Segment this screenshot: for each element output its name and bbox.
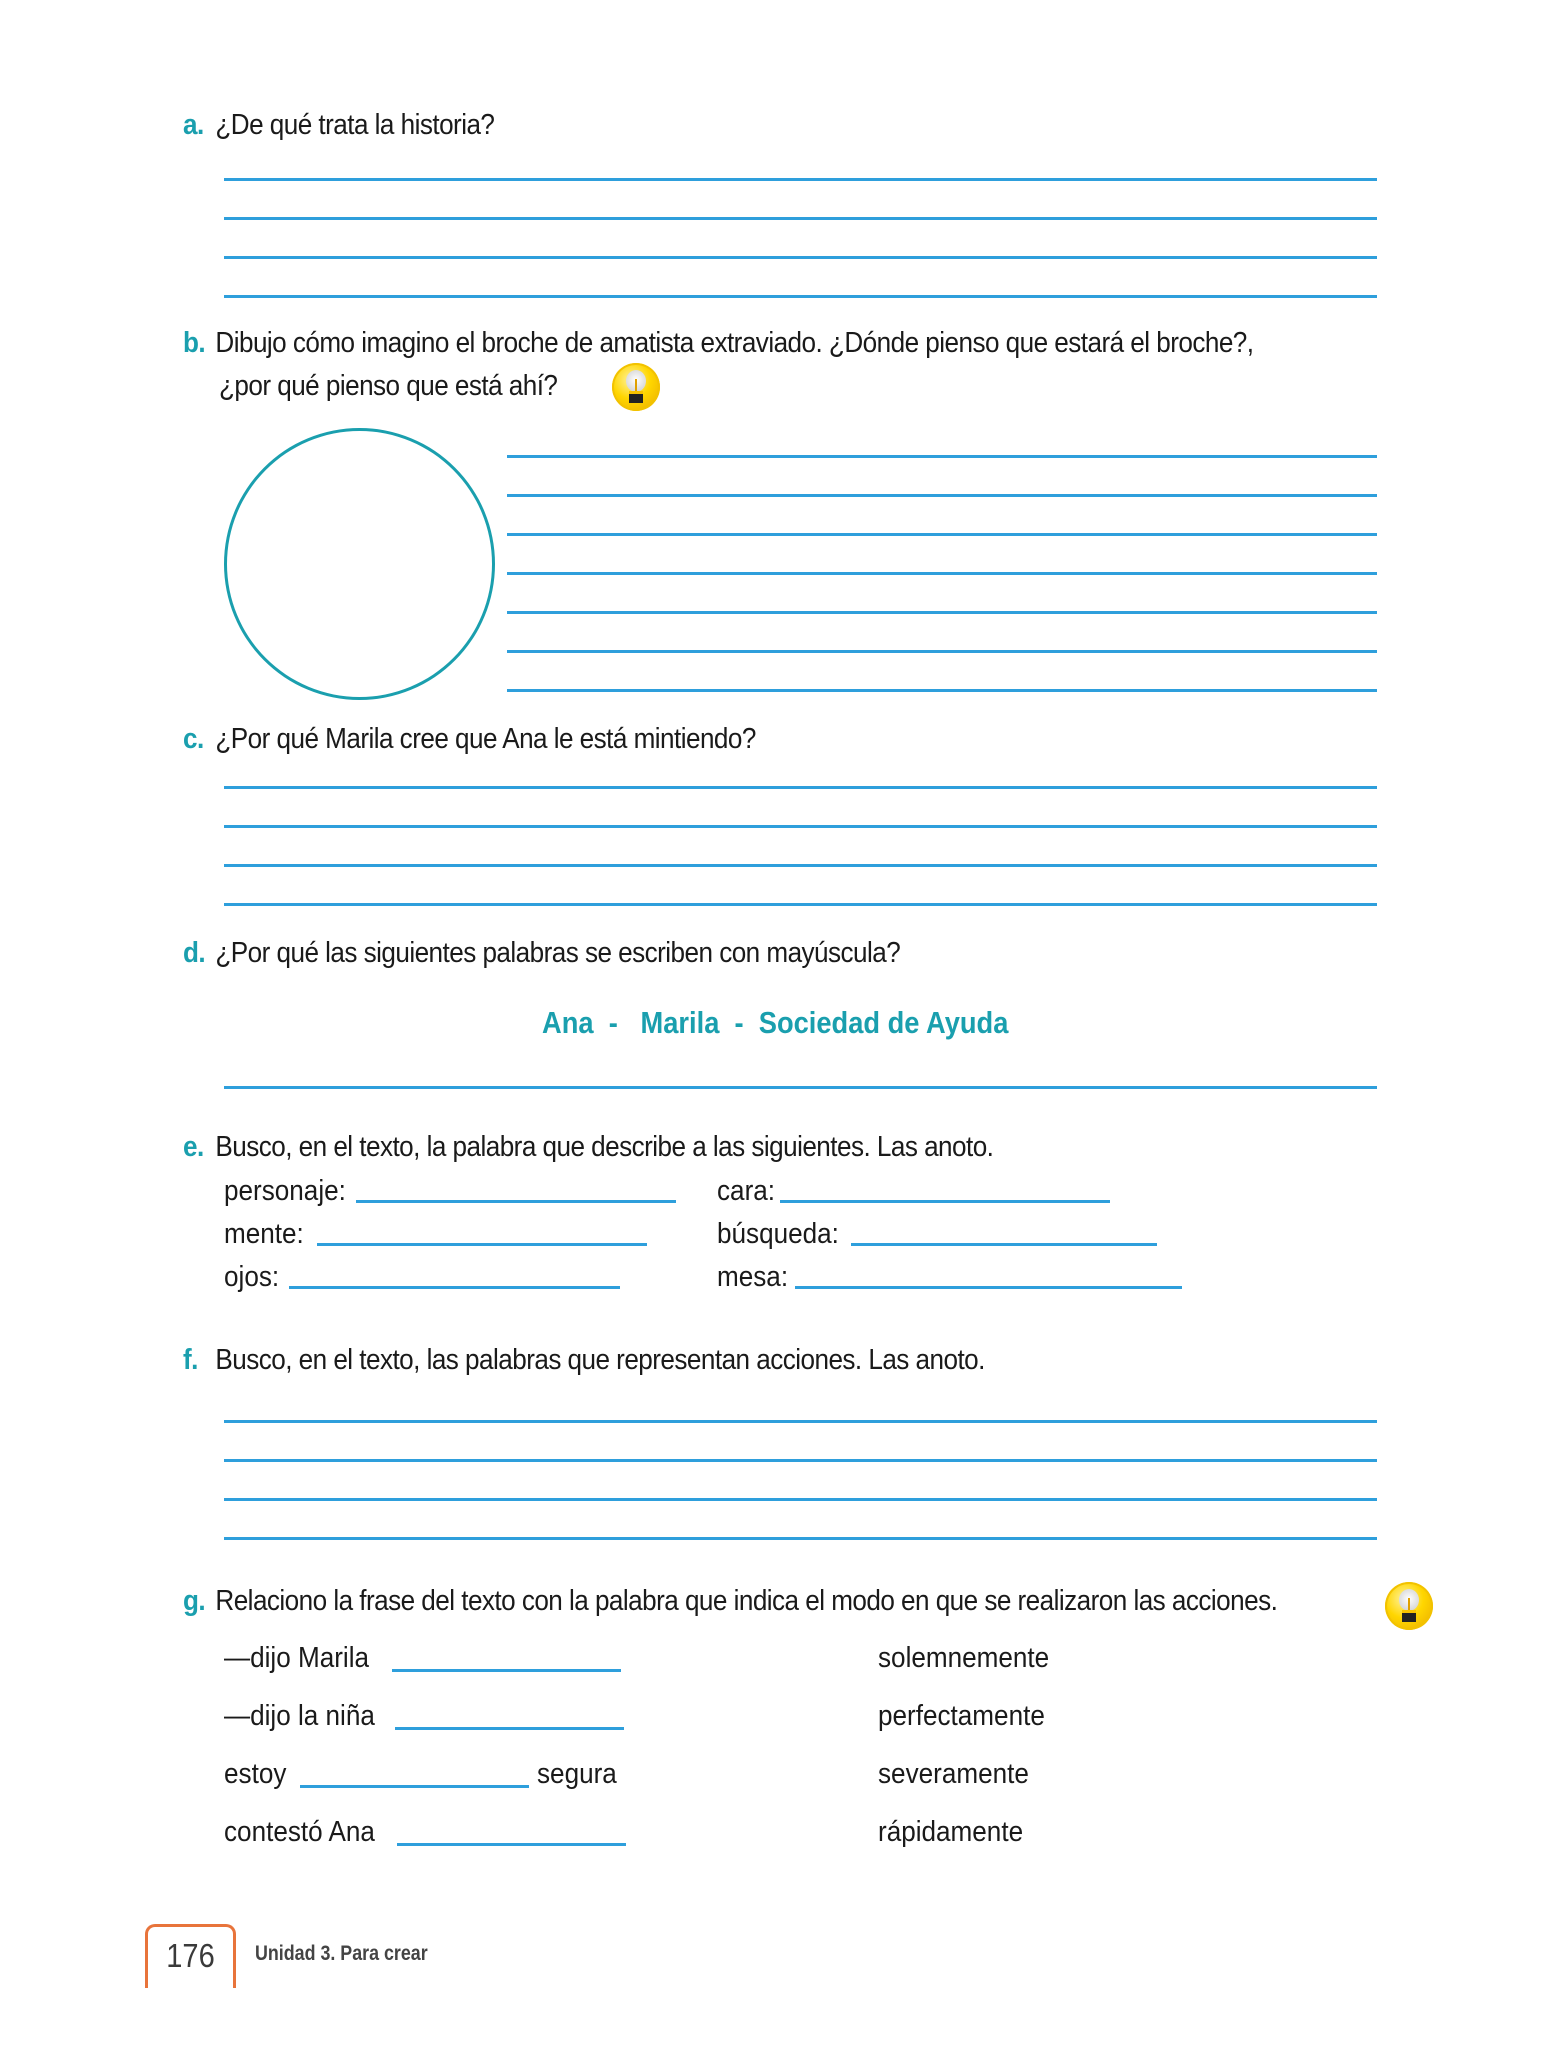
option-perfectamente: perfectamente bbox=[878, 1700, 1045, 1732]
lightbulb-icon bbox=[612, 363, 660, 411]
field-label-mente: mente: bbox=[224, 1218, 304, 1250]
answer-line[interactable] bbox=[507, 689, 1377, 692]
phrase-contesto-ana: contestó Ana bbox=[224, 1816, 375, 1848]
question-d bbox=[183, 939, 900, 968]
phrase-dijo-la-nina: —dijo la niña bbox=[224, 1700, 375, 1732]
answer-line[interactable] bbox=[224, 903, 1377, 906]
question-letter: g. bbox=[183, 1585, 206, 1617]
answer-line[interactable] bbox=[224, 1459, 1377, 1462]
question-text: Relaciono la frase del texto con la palabra que indica el modo en que se realizaron las acciones. bbox=[215, 1585, 1278, 1617]
field-line-busqueda[interactable] bbox=[851, 1243, 1157, 1246]
question-letter: b. bbox=[183, 327, 206, 359]
question-letter: e. bbox=[183, 1131, 204, 1163]
question-b bbox=[183, 329, 1253, 358]
question-text: ¿por qué pienso que está ahí? bbox=[219, 370, 558, 402]
page-number: 176 bbox=[166, 1937, 215, 1974]
field-label-cara: cara: bbox=[717, 1175, 776, 1207]
question-text: Busco, en el texto, la palabra que describe a las siguientes. Las anoto. bbox=[215, 1131, 994, 1163]
question-text: ¿Por qué Marila cree que Ana le está mintiendo? bbox=[215, 723, 756, 755]
answer-line[interactable] bbox=[507, 455, 1377, 458]
question-f bbox=[183, 1346, 985, 1375]
phrase-dijo-marila: —dijo Marila bbox=[224, 1642, 370, 1674]
phrase-line[interactable] bbox=[397, 1843, 626, 1846]
field-line-mesa[interactable] bbox=[795, 1286, 1182, 1289]
option-solemnemente: solemnemente bbox=[878, 1642, 1050, 1674]
lightbulb-icon bbox=[1385, 1582, 1433, 1630]
answer-line[interactable] bbox=[224, 178, 1377, 181]
question-letter: c. bbox=[183, 723, 204, 755]
field-label-ojos: ojos: bbox=[224, 1261, 280, 1293]
answer-line[interactable] bbox=[507, 533, 1377, 536]
answer-line[interactable] bbox=[224, 1420, 1377, 1423]
question-g bbox=[183, 1587, 1277, 1616]
phrase-segura: segura bbox=[537, 1758, 617, 1790]
field-line-cara[interactable] bbox=[780, 1200, 1110, 1203]
capitalized-words: Ana - Marila - Sociedad de Ayuda bbox=[542, 1005, 1009, 1040]
answer-line[interactable] bbox=[224, 217, 1377, 220]
answer-line[interactable] bbox=[507, 572, 1377, 575]
phrase-line[interactable] bbox=[392, 1669, 621, 1672]
question-b-line2 bbox=[219, 372, 557, 401]
answer-line[interactable] bbox=[507, 611, 1377, 614]
field-line-mente[interactable] bbox=[317, 1243, 647, 1246]
answer-line[interactable] bbox=[224, 295, 1377, 298]
field-line-ojos[interactable] bbox=[289, 1286, 620, 1289]
answer-line[interactable] bbox=[224, 786, 1377, 789]
question-a bbox=[183, 111, 494, 140]
question-letter: f. bbox=[183, 1344, 198, 1376]
phrase-line[interactable] bbox=[300, 1785, 529, 1788]
question-letter: d. bbox=[183, 937, 206, 969]
option-rapidamente: rápidamente bbox=[878, 1816, 1024, 1848]
field-label-mesa: mesa: bbox=[717, 1261, 789, 1293]
phrase-estoy: estoy bbox=[224, 1758, 287, 1790]
question-c bbox=[183, 725, 756, 754]
question-letter: a. bbox=[183, 109, 204, 141]
unit-title: Unidad 3. Para crear bbox=[255, 1942, 428, 1965]
answer-line[interactable] bbox=[507, 494, 1377, 497]
drawing-circle[interactable] bbox=[224, 428, 495, 700]
answer-line[interactable] bbox=[224, 864, 1377, 867]
phrase-line[interactable] bbox=[395, 1727, 624, 1730]
field-label-busqueda: búsqueda: bbox=[717, 1218, 839, 1250]
question-text: ¿Por qué las siguientes palabras se escriben con mayúscula? bbox=[215, 937, 901, 969]
option-severamente: severamente bbox=[878, 1758, 1029, 1790]
question-text: Dibujo cómo imagino el broche de amatista extraviado. ¿Dónde pienso que estará el broche?, bbox=[215, 327, 1254, 359]
question-text: Busco, en el texto, las palabras que representan acciones. Las anoto. bbox=[215, 1344, 985, 1376]
page-number-box bbox=[145, 1924, 236, 1988]
answer-line[interactable] bbox=[507, 650, 1377, 653]
field-label-personaje: personaje: bbox=[224, 1175, 346, 1207]
answer-line[interactable] bbox=[224, 1498, 1377, 1501]
answer-line[interactable] bbox=[224, 1537, 1377, 1540]
answer-line[interactable] bbox=[224, 256, 1377, 259]
field-line-personaje[interactable] bbox=[356, 1200, 676, 1203]
question-e bbox=[183, 1133, 993, 1162]
question-text: ¿De qué trata la historia? bbox=[215, 109, 495, 141]
answer-line[interactable] bbox=[224, 1086, 1377, 1089]
answer-line[interactable] bbox=[224, 825, 1377, 828]
